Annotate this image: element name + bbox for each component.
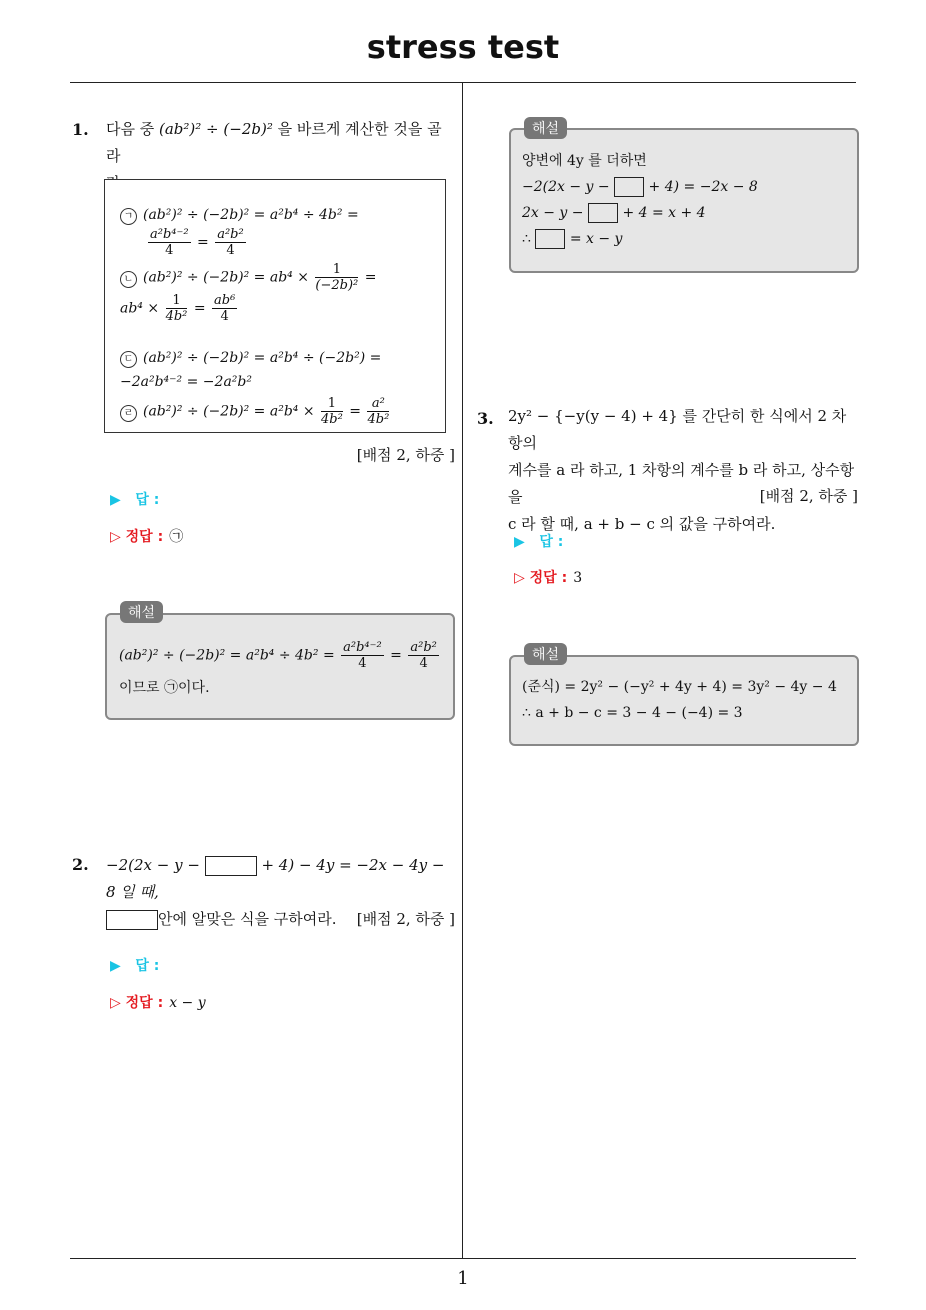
triangle-outline-icon: ▷ [110,995,121,1011]
q1-solution-line1: (ab²)² ÷ (−2b)² = a²b⁴ ÷ 4b² = $\frac{\text{a²b⁴⁻²}}{4}$ = $\frac{\text{a²b²}}{4}$ [119,640,437,671]
q2-answer-row[interactable]: ▶ 답 : [110,958,160,974]
q2-solution-line2: −2(2x − y − + 4) = −2x − 8 [522,179,758,195]
q3-correct-row: ▷ 정답 : 3 [514,570,583,586]
q3-solution-tag: 해설 [524,643,567,665]
q2-blank-box [205,856,257,876]
q2-correct-row: ▷ 정답 : x − y [110,995,206,1011]
footer-rule [70,1258,856,1259]
q1-correct-row: ▷ 정답 : ㉠ [110,529,184,545]
q2-sol-blank-1 [614,177,644,197]
q2-sol-blank-3 [535,229,565,249]
page-number: 1 [457,1268,469,1289]
q2-score: [배점 2, 하중 ] [356,910,455,928]
q2-solution-line1: 양변에 4y 를 더하면 [522,153,647,169]
q2-solution-tag: 해설 [524,117,567,139]
play-icon: ▶ [110,492,121,508]
q1-solution-line2: 이므로 ㉠이다. [119,680,210,696]
page-title: stress test [366,28,560,66]
q3-solution-line2: ∴ a + b − c = 3 − 4 − (−4) = 3 [522,705,743,721]
q1-answer-row[interactable]: ▶ 답 : [110,492,160,508]
play-icon: ▶ [110,958,121,974]
q1-number: 1. [72,120,89,139]
q1-choice-1[interactable]: ㄱ (ab²)² ÷ (−2b)² = a²b⁴ ÷ 4b² = $\frac{\text{a²b⁴⁻²}}{4}$ = $\frac{\text{a²b²}}{4}$ [120,203,359,258]
q2-solution-line3: 2x − y − + 4 = x + 4 [522,205,706,221]
q1-text: 다음 중 (ab²)² ÷ (−2b)² 을 바르게 계산한 것을 골라 [106,120,442,165]
header-rule [70,82,856,83]
q2-number: 2. [72,855,89,874]
q1-choice-3[interactable]: ㄷ (ab²)² ÷ (−2b)² = a²b⁴ ÷ (−2b²) = −2a²b⁴⁻² = −2a²b² [120,350,382,390]
q3-solution-line1: (준식) = 2y² − (−y² + 4y + 4) = 3y² − 4y − 4 [522,679,837,695]
q3-number: 3. [477,409,494,428]
q2-blank-box-2 [106,910,158,930]
choice-mark-2: ㄴ [120,271,137,288]
q3-text: 2y² − {−y(y − 4) + 4} 를 간단히 한 식에서 2 차항의 계수를 a 라 하고, 1 차항의 계수를 b 라 하고, 상수항을 c 라 할 때, a + b − c 의 값을 구하여라. [508,407,855,533]
q3-answer-row[interactable]: ▶ 답 : [514,534,564,550]
q1-solution-tag: 해설 [120,601,163,623]
column-divider [462,83,463,1259]
choice-mark-3: ㄷ [120,351,137,368]
q1-score: [배점 2, 하중 ] [356,446,455,464]
q2-sol-blank-2 [588,203,618,223]
play-icon: ▶ [514,534,525,550]
triangle-outline-icon: ▷ [514,570,525,586]
q1-choice-4[interactable]: ㄹ (ab²)² ÷ (−2b)² = a²b⁴ × $\frac{1}{\text{4b²}}$ = $\frac{\text{a²}}{\text{4b²}}$ [120,396,391,427]
choice-mark-1: ㄱ [120,208,137,225]
q2-text: −2(2x − y − + 4) − 4y = −2x − 4y − 8 일 때, 안에 알맞은 식을 구하여라. [106,856,445,928]
q2-solution-line4: ∴ = x − y [522,231,623,247]
choice-mark-4: ㄹ [120,405,137,422]
q1-choice-2[interactable]: ㄴ (ab²)² ÷ (−2b)² = ab⁴ × $\frac{1}{\text{(−2b)²}}$ = ab⁴ × $\frac{1}{\text{4b²}}$ = $\frac{\text{ab⁶}}{4}$ [120,262,377,324]
q3-score: [배점 2, 하중 ] [759,487,858,505]
triangle-outline-icon: ▷ [110,529,121,545]
